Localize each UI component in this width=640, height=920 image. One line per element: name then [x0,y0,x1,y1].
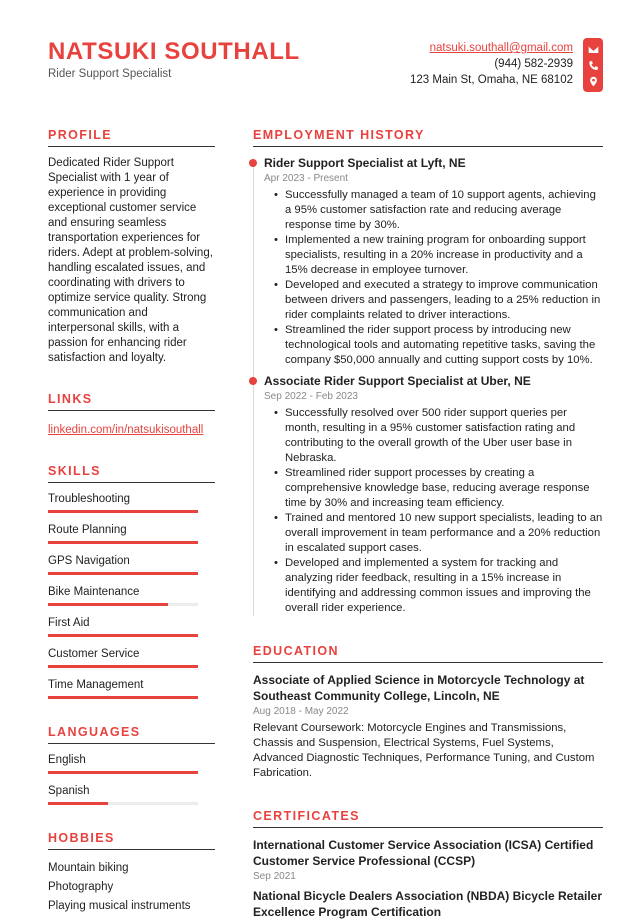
languages-heading: LANGUAGES [48,725,215,744]
hobbies-heading: HOBBIES [48,831,215,850]
skills-section [48,464,215,699]
skill-item [48,678,215,699]
language-item [48,784,215,805]
certificate-title: National Bicycle Dealers Association (NBDA) Bicycle Retailer Excellence Program Certification [253,889,603,919]
skill-label: GPS Navigation [48,555,130,567]
job-entry [264,156,603,368]
certificates-section [253,809,603,920]
languages-list [48,753,215,805]
language-level-track [48,771,198,774]
skill-level-fill [48,572,198,575]
skill-item [48,647,215,668]
skill-label: Customer Service [48,648,140,660]
timeline-dot-icon [249,377,257,385]
skill-item [48,585,215,606]
skill-label: Time Management [48,679,144,691]
job-bullet: • Developed and implemented a system for tracking and analyzing rider feedback, resulting in a 15% increase in identifying and addressing common issues and improving the overall rider experience. [274,556,603,616]
links-heading: LINKS [48,392,215,411]
job-title: Rider Support Specialist at Lyft, NE [264,156,466,170]
skill-label: Bike Maintenance [48,586,140,598]
employment-timeline [253,156,603,616]
timeline-line [253,162,254,616]
job-bullet: • Streamlined rider support processes by creating a comprehensive knowledge base, reducing average response time by 30% and increasing team efficiency. [274,466,603,511]
skills-heading: SKILLS [48,464,215,483]
language-level-fill [48,771,198,774]
hobby-item: Playing musical instruments [48,900,191,912]
certificate-date: Sep 2021 [253,871,296,882]
skill-level-track [48,541,198,544]
certificate-item [253,837,603,884]
candidate-title: Rider Support Specialist [48,68,172,80]
job-entry [264,374,603,616]
skill-level-track [48,665,198,668]
language-label: Spanish [48,785,90,797]
job-title: Associate Rider Support Specialist at Uber, NE [264,374,531,388]
skill-level-track [48,603,198,606]
skill-level-fill [48,634,198,637]
profile-heading: PROFILE [48,128,215,147]
job-bullets [274,406,603,616]
candidate-name: NATSUKI SOUTHALL [48,38,300,65]
timeline-dot-icon [249,159,257,167]
language-level-track [48,802,198,805]
left-column [48,128,215,916]
envelope-icon [588,44,599,55]
skill-item [48,554,215,575]
education-section [253,644,603,781]
job-bullets [274,188,603,368]
job-bullet: • Successfully resolved over 500 rider support queries per month, resulting in a 95% customer satisfaction rating and contributing to the overall growth of the Uber user base in Nebraska. [274,406,603,466]
languages-section [48,725,215,805]
job-date: Sep 2022 - Feb 2023 [264,391,358,402]
email-link[interactable]: natsuki.southall@gmail.com [429,42,573,54]
skill-level-track [48,696,198,699]
right-column [253,128,603,920]
skill-level-fill [48,510,198,513]
education-heading: EDUCATION [253,644,603,663]
skill-item [48,492,215,513]
hobbies-section [48,831,215,916]
education-title: Associate of Applied Science in Motorcycle Technology at Southeast Community College, Lincoln, NE [253,673,585,703]
skill-level-track [48,634,198,637]
skill-level-fill [48,665,198,668]
skill-level-track [48,510,198,513]
skill-item [48,523,215,544]
skill-level-fill [48,603,168,606]
skill-level-fill [48,696,198,699]
certificate-title: International Customer Service Association (ICSA) Certified Customer Service Professional (CCSP) [253,838,594,868]
job-bullet: • Implemented a new training program for onboarding support specialists, resulting in a 20% increase in productivity and a 15% decrease in employee turnover. [274,233,603,278]
certificate-item [253,888,603,920]
language-label: English [48,754,86,766]
skill-label: Route Planning [48,524,127,536]
links-section [48,392,215,438]
skill-level-track [48,572,198,575]
contact-icon-bar [583,38,603,92]
skill-label: Troubleshooting [48,493,131,505]
skill-level-fill [48,541,198,544]
profile-section [48,128,215,366]
location-pin-icon [588,76,599,87]
hobby-item: Mountain biking [48,862,129,874]
linkedin-link[interactable]: linkedin.com/in/natsukisouthall [48,424,204,436]
job-bullet: • Streamlined the rider support process by introducing new technological tools and automating repetitive tasks, saving the company $50,000 annually and cutting support costs by 10%. [274,323,603,368]
phone-number: (944) 582-2939 [494,58,573,70]
address: 123 Main St, Omaha, NE 68102 [409,74,573,86]
resume-header [48,38,603,98]
education-coursework: Relevant Coursework: Motorcycle Engines and Transmissions, Chassis and Suspension, Electrical Systems, Fuel Systems, Advanced Diagnostic Techniques, Performance Tuning, and Custom Fabrication. [253,722,595,779]
language-level-fill [48,802,108,805]
contact-info [410,40,573,88]
phone-icon [588,60,599,71]
job-bullet: • Successfully managed a team of 10 support agents, achieving a 95% customer satisfaction rate and reducing average response time by 30%. [274,188,603,233]
employment-heading: EMPLOYMENT HISTORY [253,128,603,147]
skills-list [48,492,215,699]
profile-text: Dedicated Rider Support Specialist with 1 year of experience in providing exceptional customer service and ensuring seamless transportation experiences for riders. Adept at problem-solving, handling escalated issues, and coordinating with drivers to optimize service quality. Strong communication and interpersonal skills, with a passion for enhancing rider satisfaction and loyalty. [48,157,213,364]
certificates-heading: CERTIFICATES [253,809,603,828]
language-item [48,753,215,774]
job-bullet: • Trained and mentored 10 new support specialists, leading to an overall improvement in team performance and a 20% reduction in escalated support cases. [274,511,603,556]
skill-label: First Aid [48,617,90,629]
skill-item [48,616,215,637]
employment-section [253,128,603,616]
job-bullet: • Developed and executed a strategy to improve communication between drivers and passengers, leading to a 25% reduction in rider complaints related to driver interactions. [274,278,603,323]
hobby-item: Photography [48,881,114,893]
job-date: Apr 2023 - Present [264,173,348,184]
education-date: Aug 2018 - May 2022 [253,706,349,717]
